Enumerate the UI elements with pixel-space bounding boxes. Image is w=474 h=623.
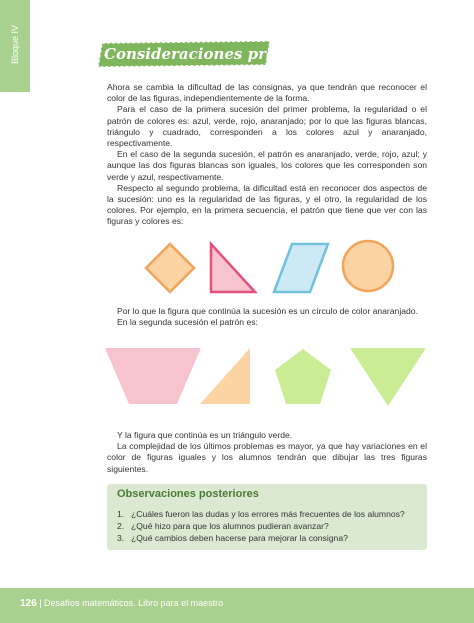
green-triangle-shape [348,346,428,408]
orange-circle-shape [338,236,398,296]
pink-trapezoid-shape [103,346,203,408]
section-banner [96,40,309,68]
green-pentagon-shape [272,346,334,408]
observaciones-box [107,484,427,550]
paragraph-3: En el caso de la segunda sucesión, el patrón es anaranjado, verde, rojo, azul; y aunque las dos figuras blancas son iguales, los colores que les corresponden son verde y azul, respectivamente. [107,149,427,182]
list-item-number: 3. [117,533,125,543]
book-title: Desafíos matemáticos. Libro para el maestro [44,598,224,608]
footer-divider: | [39,598,45,608]
list-item-text: ¿Qué hizo para que los alumnos pudieran avanzar? [131,521,329,531]
observaciones-title: Observaciones posteriores [117,488,259,500]
intro-text-block [107,82,427,228]
observaciones-list [117,508,417,544]
page-number: 126 [20,598,37,609]
blue-parallelogram-shape [270,240,332,296]
orange-triangle-shape [196,346,254,408]
middle-text-block [107,306,427,328]
bottom-paragraph-2: La complejidad de los últimos problemas es mayor, ya que hay variaciones en el color de figuras iguales y los alumnos tendrán que dibujar las tres figuras siguientes. [107,441,427,474]
paragraph-4: Respecto al segundo problema, la dificultad está en reconocer dos aspectos de la sucesión: uno es la regularidad de las figuras, y el otro, la regularidad de los colores. Por ejemplo, en la primera secuencia, el patrón que tiene que ver con las figuras y colores es: [107,182,427,227]
pink-triangle-shape [205,240,261,298]
list-item-number: 2. [117,521,125,531]
bottom-text-block [107,430,427,475]
list-item-text: ¿Qué cambios deben hacerse para mejorar la consigna? [131,533,348,543]
list-item [117,532,417,544]
block-label: Bloque IV [10,24,20,64]
footer-text [20,598,223,609]
mid-paragraph-2: En la segunda sucesión el patrón es: [117,317,258,328]
section-title: Consideraciones previas [104,45,309,63]
list-item-text: ¿Cuáles fueron las dudas y los errores más frecuentes de los alumnos? [131,509,405,519]
paragraph-2: Para el caso de la primera sucesión del primer problema, la regularidad o el patrón de colores es: azul, verde, rojo, anaranjado; por lo que las figuras blancas, triángulo y cuadrado, corresponden a los colores azul y anaranjado, respectivamente. [107,104,427,149]
bottom-paragraph-1: Y la figura que continúa es un triángulo verde. [117,430,293,440]
page-footer [0,588,474,623]
list-item [117,520,417,532]
mid-paragraph-1: Por lo que la figura que continúa la sucesión es un círculo de color anaranjado. [117,306,418,316]
list-item [117,508,417,520]
list-item-number: 1. [117,509,125,519]
side-strip [0,0,30,92]
paragraph-1: Ahora se cambia la dificultad de las consignas, ya que tendrán que reconocer el color de las figuras, independientemente de la forma. [107,82,427,104]
orange-diamond-shape [140,238,200,298]
